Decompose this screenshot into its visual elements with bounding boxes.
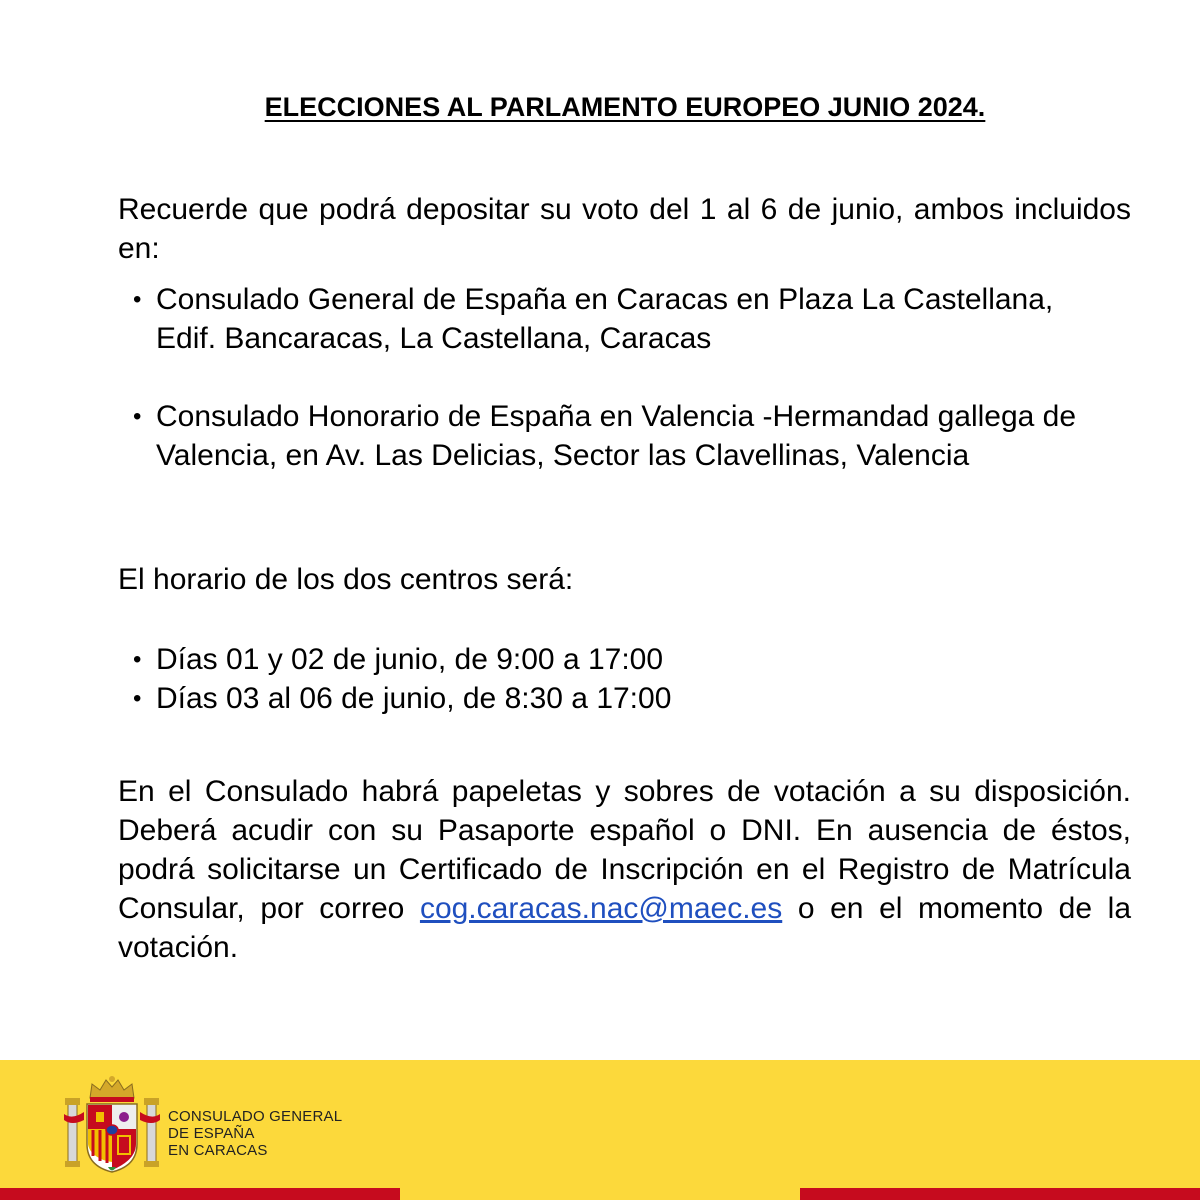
consulate-name-line: EN CARACAS xyxy=(168,1142,268,1159)
list-item xyxy=(130,280,1120,358)
intro-paragraph: Recuerde que podrá depositar su voto del 1 al 6 de junio, ambos incluidos en: xyxy=(118,193,1131,265)
footer-band xyxy=(0,1060,1200,1200)
consulate-name-line: CONSULADO GENERAL xyxy=(168,1108,343,1125)
schedule-item-1: Días 01 y 02 de junio, de 9:00 a 17:00 xyxy=(156,643,664,676)
page-title: ELECCIONES AL PARLAMENTO EUROPEO JUNIO 2024. xyxy=(264,92,986,122)
venue-valencia: Consulado Honorario de España en Valencia -Hermandad gallega de Valencia, en Av. Las Delicias, Sector las Clavellinas, Valencia xyxy=(156,400,1077,472)
consulate-name xyxy=(168,1108,342,1159)
closing-text-before: En el Consulado habrá papeletas y sobres de votación a su disposición. Deberá acudir con su Pasaporte español o DNI. En ausencia de éstos, podrá solicitarse un Certificado de Inscripción en el Registro de Matrícula Consular, por correo xyxy=(118,775,1131,925)
schedule-intro: El horario de los dos centros será: xyxy=(118,563,574,596)
spain-coat-of-arms-icon xyxy=(62,1074,162,1179)
flag-strip-yellow xyxy=(400,1188,800,1200)
venue-caracas: Consulado General de España en Caracas en Plaza La Castellana, Edif. Bancaracas, La Castellana, Caracas xyxy=(156,283,1054,355)
venue-list xyxy=(130,280,1120,475)
consulate-name-line: DE ESPAÑA xyxy=(168,1125,255,1142)
schedule-item-2: Días 03 al 06 de junio, de 8:30 a 17:00 xyxy=(156,682,672,715)
bullet-icon: • xyxy=(133,286,142,313)
schedule-list xyxy=(130,640,1120,718)
flag-strip-red-left xyxy=(0,1188,400,1200)
closing-text-after: o en el momento de la votación. xyxy=(118,892,1132,964)
closing-paragraph xyxy=(118,772,1131,967)
flag-strip-red-right xyxy=(800,1188,1200,1200)
flag-strip xyxy=(0,1188,1200,1200)
bullet-icon: • xyxy=(133,646,142,673)
list-item xyxy=(130,679,1120,718)
list-item xyxy=(130,397,1120,475)
bullet-icon: • xyxy=(133,685,142,712)
email-link[interactable]: cog.caracas.nac@maec.es xyxy=(419,892,783,925)
list-item xyxy=(130,640,1120,679)
bullet-icon: • xyxy=(133,403,142,430)
